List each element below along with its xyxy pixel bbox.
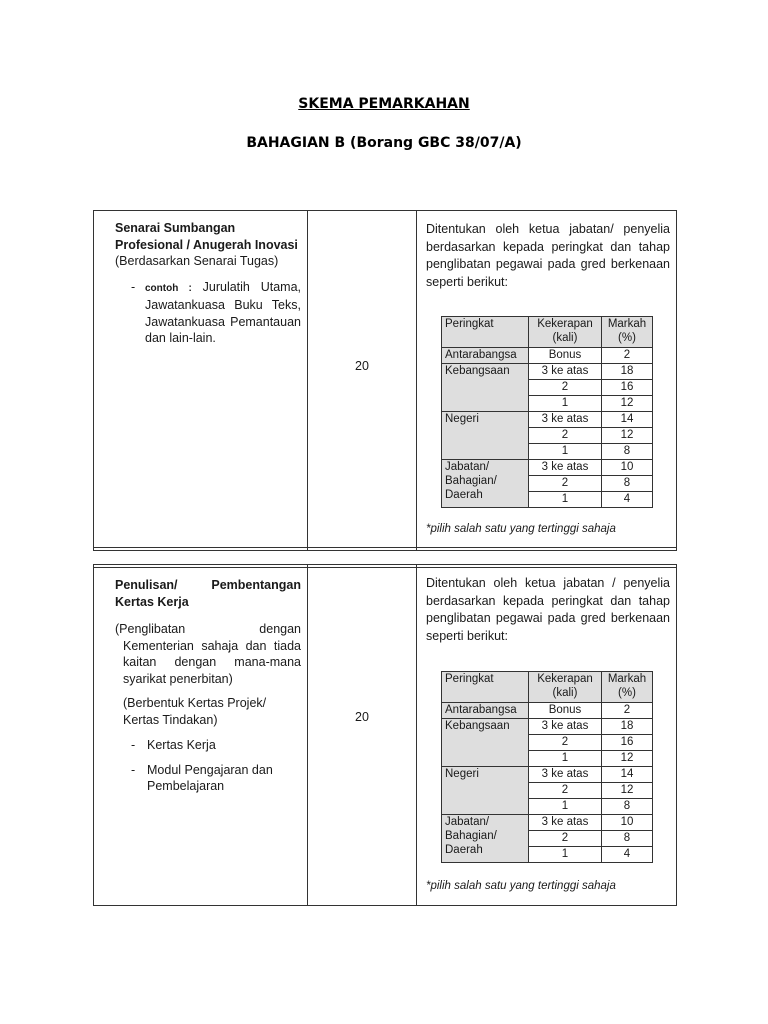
criteria-heading: Penulisan/ Pembentangan Kertas Kerja [115,578,301,609]
table-row [442,815,653,831]
section-professional-contribution [93,210,677,550]
marks-cell: 2 [602,348,653,364]
involvement-text: (Penglibatan dengan Kementerian sahaja dan tiada kaitan dengan mana-mana syarikat penerbitan) [115,622,301,686]
frequency-cell: 3 ke atas [529,460,602,476]
section-paper-writing [93,564,677,906]
marks-cell: 8 [602,476,653,492]
score-value: 20 [355,359,369,373]
marks-cell: 8 [602,831,653,847]
page-title: SKEMA PEMARKAHAN [298,96,470,112]
marks-cell: 14 [602,412,653,428]
level-state: Negeri [442,412,529,460]
table-row [442,412,653,428]
frequency-cell: 2 [529,831,602,847]
level-department: Jabatan/ Bahagian/ Daerah [442,815,529,863]
frequency-cell: 1 [529,444,602,460]
level-state: Negeri [442,767,529,815]
level-national: Kebangsaan [442,364,529,412]
marks-cell: 12 [602,428,653,444]
frequency-cell: 3 ke atas [529,815,602,831]
marks-cell: 18 [602,719,653,735]
frequency-cell: 2 [529,428,602,444]
rating-table [441,671,653,863]
frequency-cell: 2 [529,380,602,396]
table-row [442,348,653,364]
frequency-cell: 2 [529,735,602,751]
table-row [442,719,653,735]
header-level: Peringkat [442,317,529,348]
frequency-cell: 1 [529,492,602,508]
frequency-cell: Bonus [529,348,602,364]
marks-cell: 16 [602,735,653,751]
level-department: Jabatan/ Bahagian/ Daerah [442,460,529,508]
example-label: contoh : [145,282,192,294]
score-value: 20 [355,710,369,724]
level-national: Kebangsaan [442,719,529,767]
marks-cell: 8 [602,444,653,460]
marks-cell: 18 [602,364,653,380]
table-note: *pilih salah satu yang tertinggi sahaja [426,523,616,535]
marks-cell: 14 [602,767,653,783]
frequency-cell: 3 ke atas [529,767,602,783]
description-text: Ditentukan oleh ketua jabatan / penyelia berdasarkan kepada peringkat dan tahap penglibatan pegawai pada gred berkenaan seperti berikut: [426,576,670,643]
frequency-cell: 1 [529,799,602,815]
bullet-dash: - [131,762,136,777]
marks-cell: 10 [602,460,653,476]
frequency-cell: 3 ke atas [529,364,602,380]
table-header-row [442,317,653,348]
marks-cell: 12 [602,783,653,799]
criteria-heading: Senarai Sumbangan Profesional / Anugerah Inovasi [115,221,298,252]
header-frequency: Kekerapan (kali) [529,672,602,703]
marks-cell: 4 [602,492,653,508]
header-marks: Markah (%) [602,317,653,348]
criteria-cell [115,577,301,795]
frequency-cell: 1 [529,847,602,863]
description-text: Ditentukan oleh ketua jabatan/ penyelia berdasarkan kepada peringkat dan tahap penglibatan pegawai pada gred berkenaan seperti berikut: [426,222,670,289]
level-international: Antarabangsa [442,348,529,364]
marks-cell: 12 [602,751,653,767]
page-subtitle: BAHAGIAN B (Borang GBC 38/07/A) [246,135,522,151]
marks-cell: 2 [602,703,653,719]
table-row [442,364,653,380]
table-row [442,767,653,783]
rating-table [441,316,653,508]
list-item: - Kertas Kerja [131,738,216,752]
frequency-cell: 1 [529,751,602,767]
list-item: - Modul Pengajaran dan Pembelajaran [131,762,273,793]
table-header-row [442,672,653,703]
frequency-cell: 3 ke atas [529,412,602,428]
marks-cell: 16 [602,380,653,396]
table-row [442,460,653,476]
header-frequency: Kekerapan (kali) [529,317,602,348]
marks-cell: 4 [602,847,653,863]
frequency-cell: 2 [529,783,602,799]
frequency-cell: 3 ke atas [529,719,602,735]
frequency-cell: 1 [529,396,602,412]
header-level: Peringkat [442,672,529,703]
format-text: (Berbentuk Kertas Projek/ Kertas Tindakan) [123,696,267,727]
marks-cell: 10 [602,815,653,831]
table-note: *pilih salah satu yang tertinggi sahaja [426,880,616,892]
table-row [442,703,653,719]
bullet-dash: - [131,279,136,294]
header-marks: Markah (%) [602,672,653,703]
criteria-cell [115,220,301,347]
criteria-heading-suffix: (Berdasarkan Senarai Tugas) [115,254,279,268]
marks-cell: 8 [602,799,653,815]
frequency-cell: Bonus [529,703,602,719]
frequency-cell: 2 [529,476,602,492]
marks-cell: 12 [602,396,653,412]
example-text: Jurulatih Utama, Jawatankuasa Buku Teks, Jawatankuasa Pemantauan dan lain-lain. [145,279,301,345]
level-international: Antarabangsa [442,703,529,719]
bullet-dash: - [131,738,136,752]
